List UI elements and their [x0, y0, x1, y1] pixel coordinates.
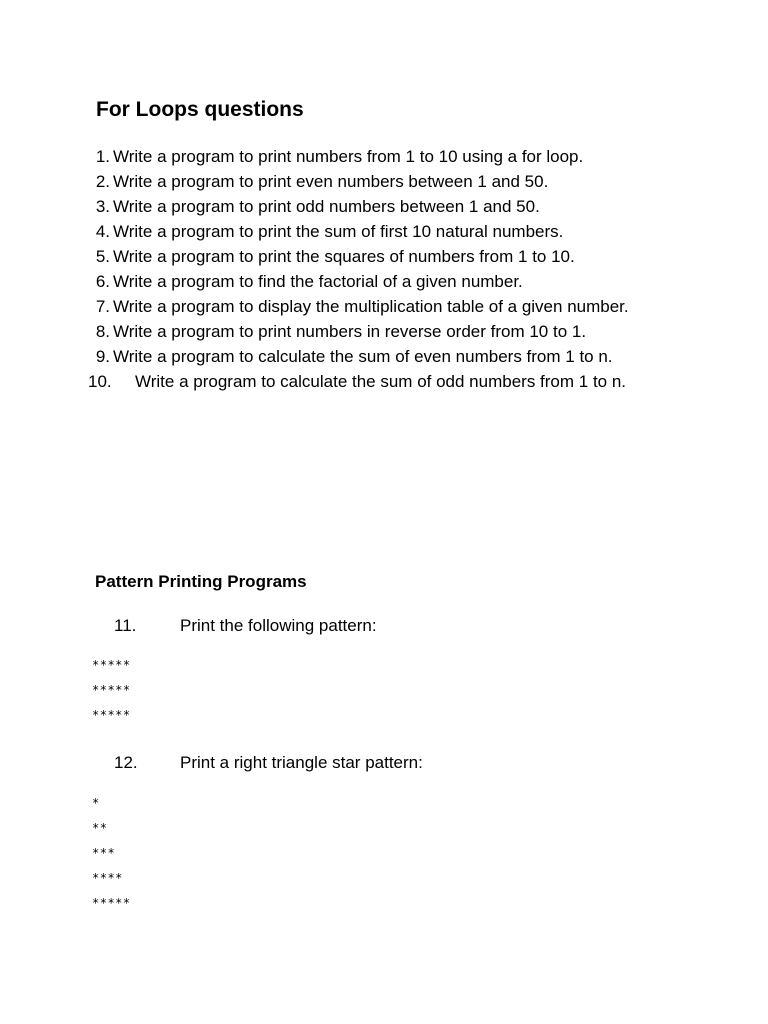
list-item-text: Write a program to print numbers from 1 to 10 using a for loop.	[113, 147, 584, 166]
pattern-row: *****	[92, 658, 131, 672]
list-item-text: Write a program to print even numbers between 1 and 50.	[113, 172, 549, 191]
list-item-number: 7.	[95, 297, 110, 316]
task-11	[114, 614, 514, 638]
list-item-text: Write a program to calculate the sum of even numbers from 1 to n.	[113, 347, 613, 366]
list-item-number: 8.	[95, 322, 110, 341]
list-item-text: Write a program to display the multiplication table of a given number.	[113, 297, 629, 316]
list-item-text: Write a program to print odd numbers between 1 and 50.	[113, 197, 540, 216]
list-item	[88, 194, 728, 219]
pattern-row: *****	[92, 683, 131, 697]
list-item-number: 3.	[95, 197, 110, 216]
task-text: Print the following pattern:	[180, 616, 377, 635]
task-text: Print a right triangle star pattern:	[180, 753, 423, 772]
list-item	[88, 169, 728, 194]
pattern-row: *	[92, 796, 100, 810]
list-item-number: 1.	[95, 147, 110, 166]
list-item-text: Write a program to print numbers in reverse order from 10 to 1.	[113, 322, 587, 341]
list-item-text: Write a program to print the squares of numbers from 1 to 10.	[113, 247, 575, 266]
pattern-row: *****	[92, 708, 131, 722]
list-item-text: Write a program to print the sum of first 10 natural numbers.	[113, 222, 564, 241]
list-item	[88, 219, 728, 244]
star-pattern-triangle	[92, 791, 131, 916]
list-item-number: 6.	[95, 272, 110, 291]
pattern-row: *****	[92, 896, 131, 910]
questions-list	[88, 144, 728, 394]
list-item-number: 9.	[95, 347, 110, 366]
list-item	[88, 144, 728, 169]
task-12	[114, 751, 514, 775]
list-item-number: 4.	[95, 222, 110, 241]
list-item	[88, 269, 728, 294]
list-item	[88, 244, 728, 269]
list-item	[88, 294, 728, 319]
task-number: 12.	[114, 753, 138, 772]
list-item-number: 5.	[95, 247, 110, 266]
list-item-number: 10.	[88, 372, 112, 391]
list-item-text: Write a program to calculate the sum of odd numbers from 1 to n.	[135, 372, 627, 391]
section-heading: Pattern Printing Programs	[95, 572, 307, 591]
task-number: 11.	[114, 616, 137, 635]
pattern-row: **	[92, 821, 108, 835]
star-pattern-rectangle	[92, 653, 131, 728]
list-item	[88, 369, 728, 394]
pattern-row: ***	[92, 846, 116, 860]
list-item	[88, 319, 728, 344]
list-item-number: 2.	[95, 172, 110, 191]
list-item-text: Write a program to find the factorial of a given number.	[113, 272, 523, 291]
page-title: For Loops questions	[96, 98, 304, 121]
pattern-row: ****	[92, 871, 123, 885]
list-item	[88, 344, 728, 369]
